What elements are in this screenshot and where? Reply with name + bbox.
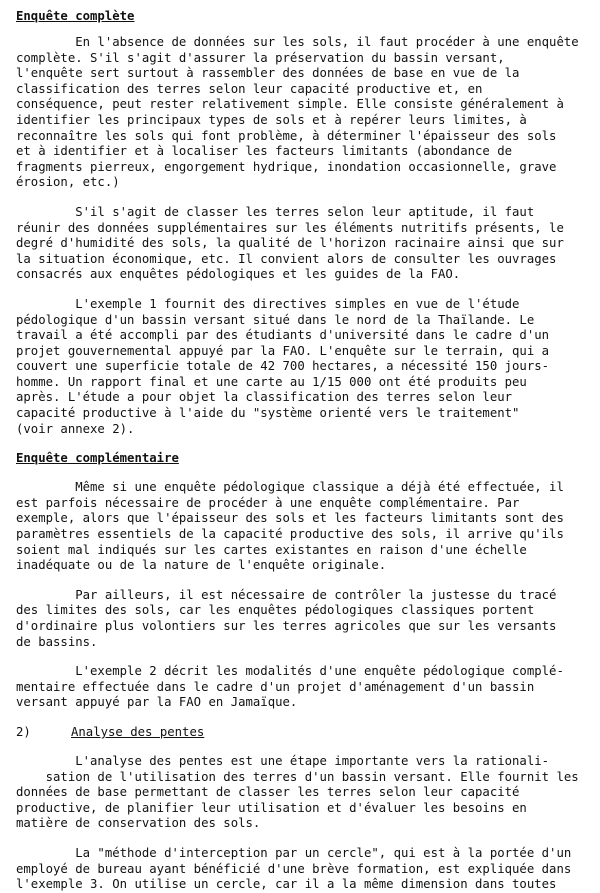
section-heading-analyse-des-pentes: [16, 725, 582, 740]
paragraph: L'exemple 2 décrit les modalités d'une enquête pédologique complé- mentaire effectuée dans le cadre d'un projet d'aménagement d'un bassin versant appuyé par la FAO en Jamaïque.: [16, 664, 564, 710]
paragraph: S'il s'agit de classer les terres selon leur aptitude, il faut réunir des données supplémentaires sur les éléments nutritifs présents, le degré d'humidité des sols, la qualité de l'horizon racinaire ainsi que sur la situation économique, etc. Il convient alors de consulter les ouvrages consacrés aux enquêtes pédologiques et les guides de la FAO.: [16, 204, 564, 282]
paragraph: En l'absence de données sur les sols, il faut procéder à une enquête complète. S'il s'agit d'assurer la préservation du bassin versant, l'enquête sert surtout à rassembler des données de base en vue de la classification des terres selon leur capacité productive et, en conséquence, peut rester relativement simple. Elle consiste généralement à identifier les principaux types de sols et à repérer leurs limites, à reconnaître les sols qui font problème, à déterminer l'épaisseur des sols et à identifier et à localiser les facteurs limitants (abondance de fragments pierreux, engorgement hydrique, inondation occasionnelle, grave érosion, etc.): [16, 35, 579, 190]
paragraph: Par ailleurs, il est nécessaire de contrôler la justesse du tracé des limites des sols, car les enquêtes pédologiques classiques portent d'ordinaire plus volontiers sur les terres agricoles que sur les versants de bassins.: [16, 587, 557, 649]
paragraph: L'exemple 1 fournit des directives simples en vue de l'étude pédologique d'un bassin versant situé dans le nord de la Thaïlande. Le travail a été accompli par des étudiants d'université dans le cadre d'un projet gouvernemental appuyé par la FAO. L'enquête sur le terrain, qui a couvert une superficie totale de 42 700 hectares, a nécessité 150 jours- homme. Un rapport final et une carte au 1/15 000 ont été produits peu après. L'étude a pour objet la classification des terres selon leur capacité productive à l'aide du "système orienté vers le traitement" (voir annexe 2).: [16, 296, 550, 436]
heading-enquete-complementaire: Enquête complémentaire: [16, 451, 179, 466]
paragraph: L'analyse des pentes est une étape importante vers la rationali- sation de l'utilisation des terres d'un bassin versant. Elle fournit les données de base permettant de classer les terres selon leur capacité productive, de planifier leur utilisation et d'évaluer les besoins en matière de conservation des sols.: [16, 753, 579, 831]
heading-enquete-complete: Enquête complète: [16, 9, 135, 23]
paragraph: La "méthode d'interception par un cercle", qui est à la portée d'un employé de bureau ayant bénéficié d'une brève formation, est expliquée dans l'exemple 3. On utilise un cercle, car il a la même dimension dans toutes: [16, 845, 572, 892]
section-number: 2): [16, 724, 31, 739]
paragraph: Même si une enquête pédologique classique a déjà été effectuée, il est parfois nécessaire de procéder à une enquête complémentaire. Par exemple, alors que l'épaisseur des sols et les facteurs limitants sont des paramètres essentiels de la capacité productive des sols, il arrive qu'ils soient mal indiqués sur les cartes existantes en raison d'une échelle inadéquate ou de la nature de l'enquête originale.: [16, 480, 564, 573]
section-title: Analyse des pentes: [71, 724, 205, 739]
